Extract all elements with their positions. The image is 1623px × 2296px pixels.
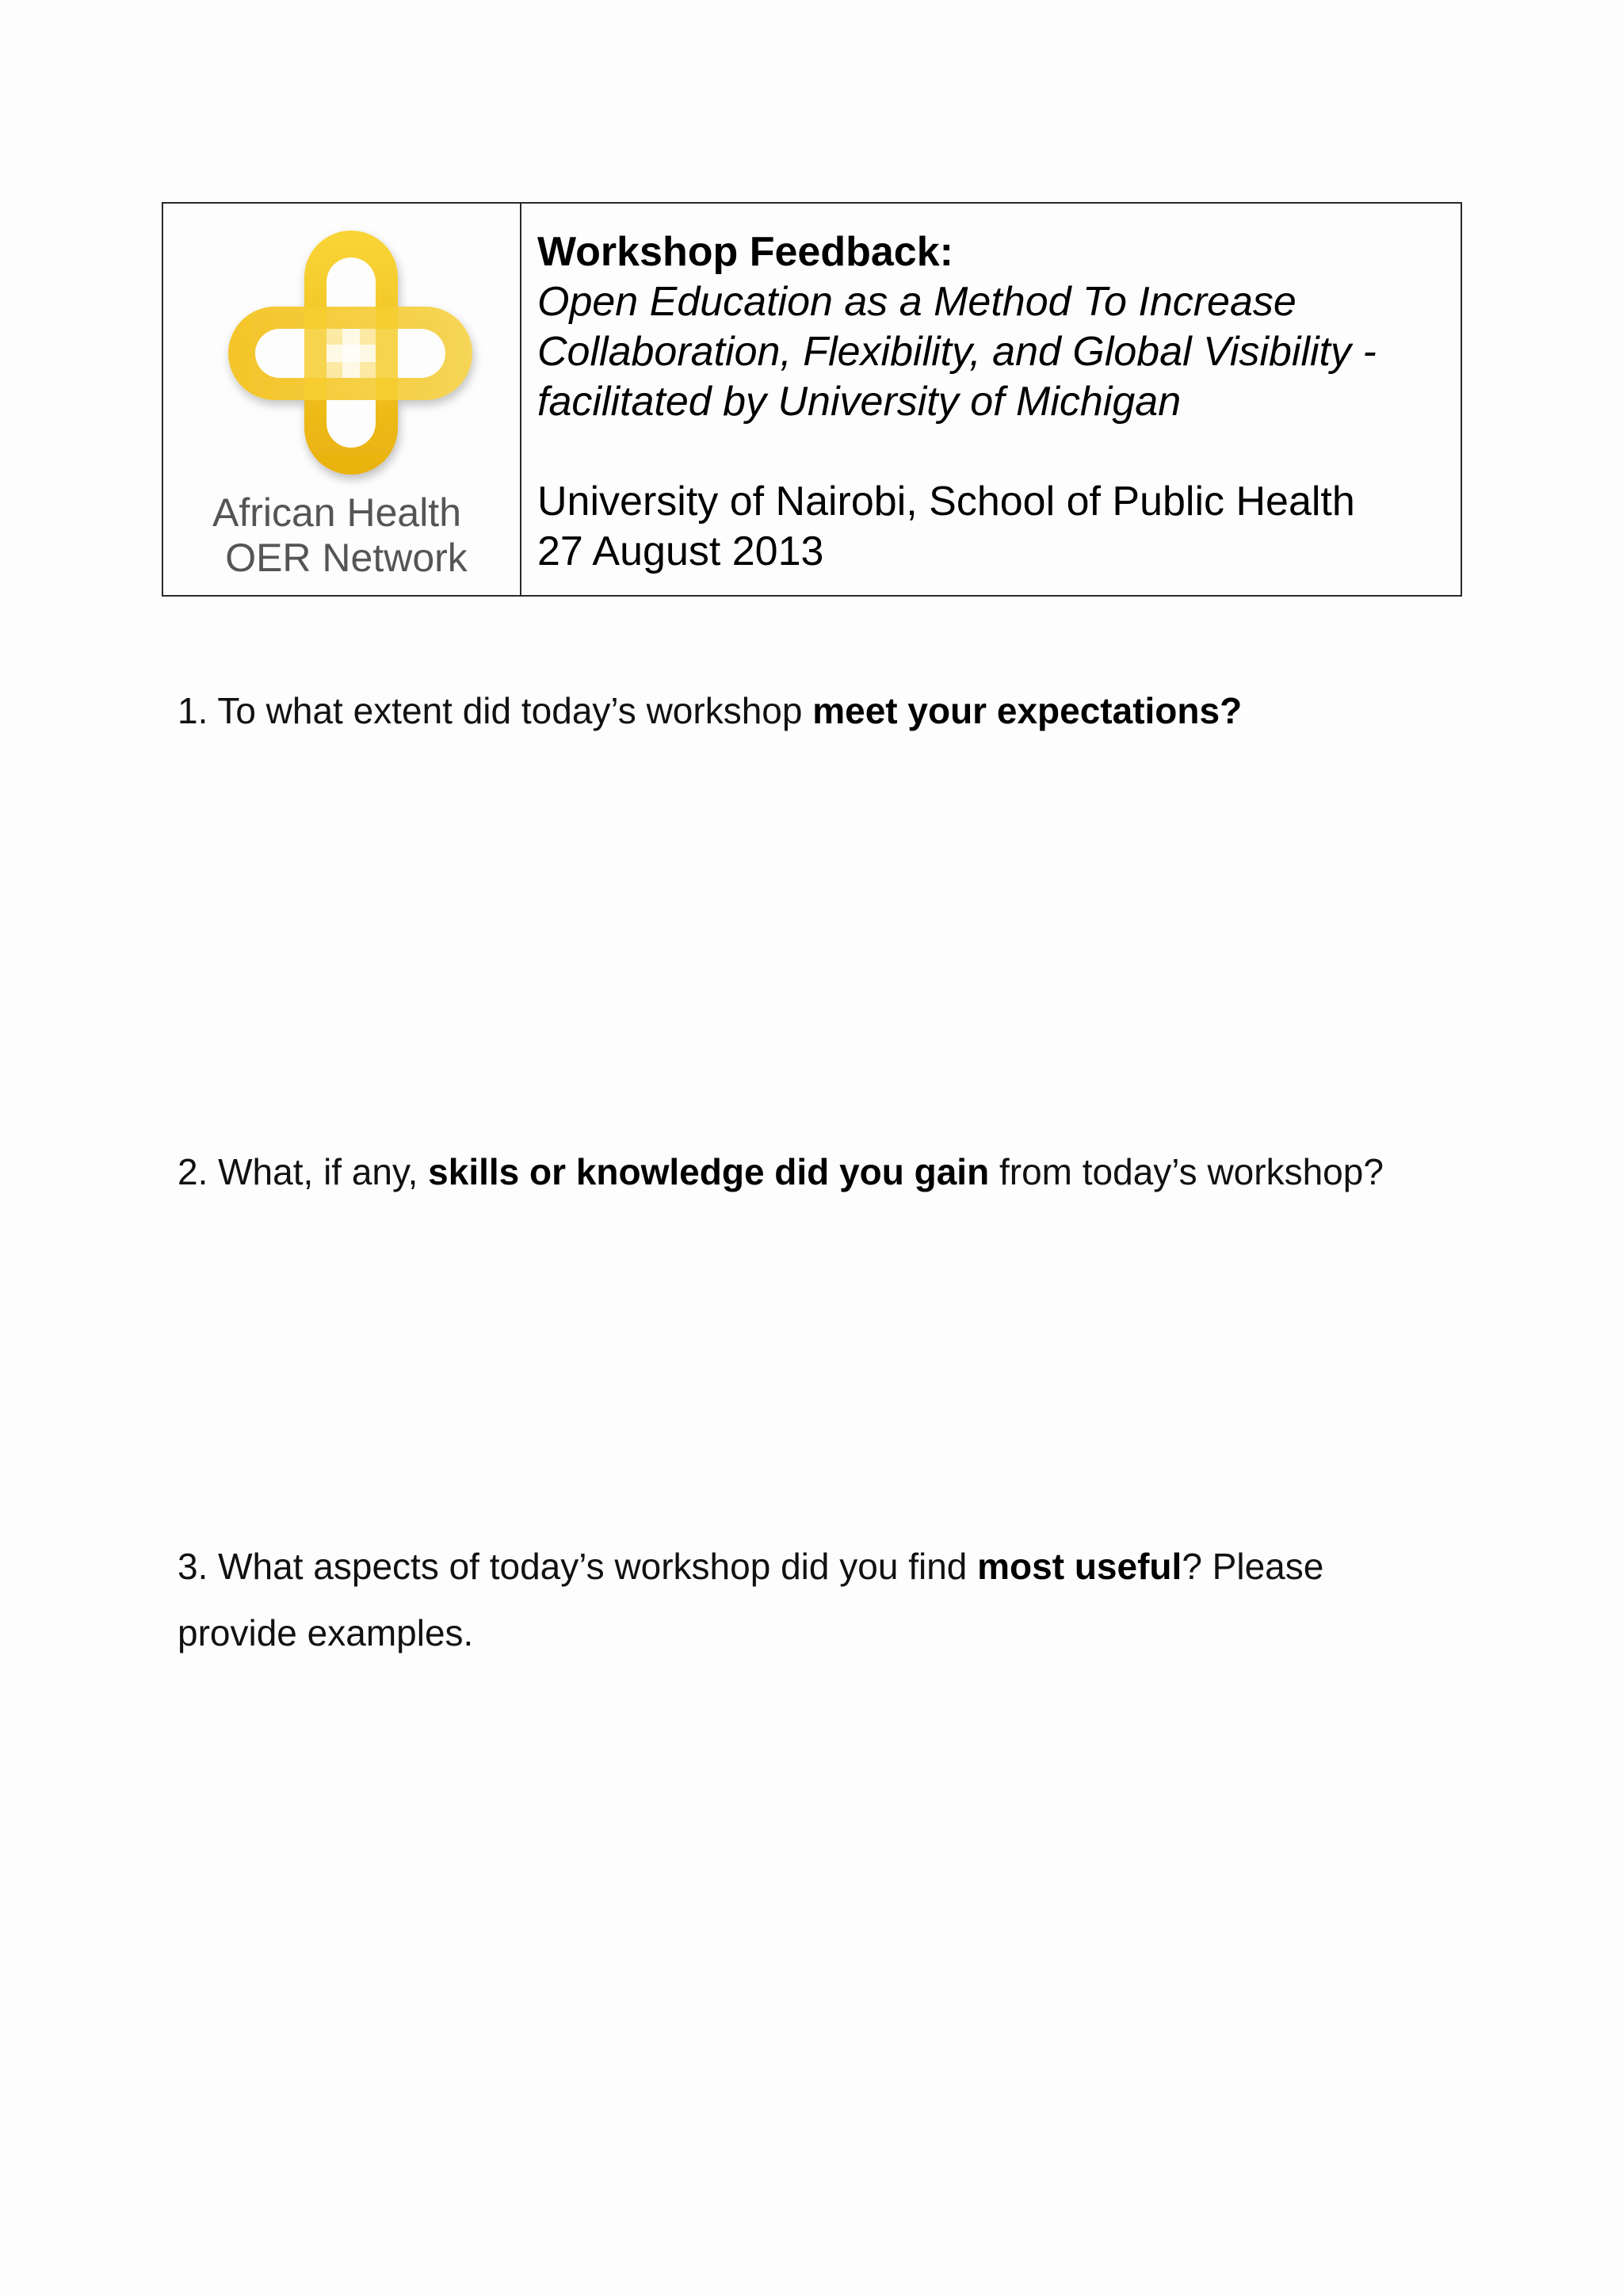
question-1-emphasis: meet your expectations?: [812, 690, 1243, 731]
question-3: [178, 1533, 1398, 1666]
question-2: [178, 1138, 1461, 1205]
question-1-text: 1. To what extent did today’s workshop: [178, 690, 813, 731]
venue: University of Nairobi, School of Public Health: [537, 479, 1355, 524]
workshop-title-line1: Open Education as a Method To Increase: [537, 279, 1296, 325]
workshop-title-line3: facilitated by University of Michigan: [537, 379, 1182, 425]
form-title: Workshop Feedback:: [537, 229, 953, 275]
workshop-date: 27 August 2013: [537, 528, 824, 574]
question-3-text: 3. What aspects of today’s workshop did you find: [178, 1546, 978, 1587]
org-name-line1: African Health: [212, 490, 462, 535]
title-cell: [521, 204, 1461, 595]
question-2-text: 2. What, if any,: [178, 1151, 429, 1192]
workshop-title-line2: Collaboration, Flexibility, and Global Visibility -: [537, 329, 1377, 375]
question-1: [178, 677, 1461, 744]
org-name-line2: OER Network: [225, 536, 468, 580]
interlocking-cross-logo-icon: [216, 221, 485, 490]
logo-cell: [163, 204, 521, 595]
question-3-text-end: ? Please provide examples.: [178, 1546, 1324, 1653]
header-table: [162, 202, 1462, 597]
question-2-text-end: from today’s workshop?: [989, 1151, 1384, 1192]
question-2-emphasis: skills or knowledge did you gain: [428, 1151, 990, 1192]
question-3-emphasis: most useful: [977, 1546, 1182, 1587]
